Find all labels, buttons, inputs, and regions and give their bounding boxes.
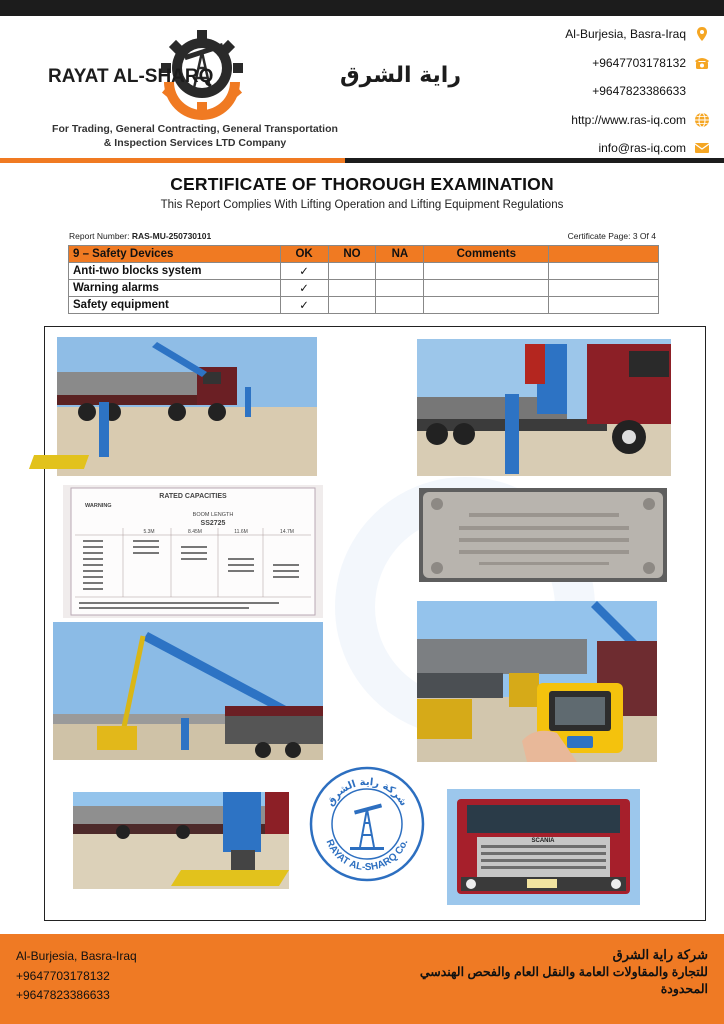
contact-address-text: Al-Burjesia, Basra-Iraq [565,27,686,42]
stamp-derrick-icon [350,803,384,850]
company-logo [44,22,462,118]
row-na [376,280,424,297]
safety-devices-table [68,245,659,314]
load-chart-col-2: 8.45M [188,529,202,535]
contact-phone-2 [480,77,710,106]
table-header-ok: OK [280,246,328,263]
contact-website-text[interactable]: http://www.ras-iq.com [571,112,686,127]
contact-phone-2-text: +9647823386633 [592,84,686,99]
header-divider-dark [345,158,724,163]
table-row [69,280,659,297]
photo-truck-front [447,789,640,905]
table-header-comments: Comments [424,246,549,263]
load-chart-title: RATED CAPACITIES [159,493,227,500]
photo-crane-truck-cab [417,339,671,476]
footer-phone-1: +9647703178132 [16,968,110,983]
photo-load-chart [63,485,323,618]
tagline-line-2: & Inspection Services LTD Company [103,137,287,149]
row-no [328,280,376,297]
company-stamp [308,765,426,883]
footer-company-desc-ar: للتجارة والمقاولات العامة والنقل العام والفحص الهندسي [419,964,708,979]
certificate-subtitle: This Report Complies With Lifting Operation and Lifting Equipment Regulations [160,199,564,211]
report-number-value: RAS-MU-250730101 [131,231,212,241]
row-ok-check: ✓ [280,280,328,297]
row-extra [549,263,659,280]
globe-icon [694,112,710,128]
certificate-title: CERTIFICATE OF THOROUGH EXAMINATION [170,174,554,194]
contact-phone-1-text: +9647703178132 [592,55,686,70]
header-contacts [480,20,710,163]
table-header-section: 9 – Safety Devices [69,246,281,263]
table-header-row [69,246,659,263]
row-extra [549,297,659,314]
load-chart-warning: WARNING [85,503,112,509]
row-extra [549,280,659,297]
header-divider-orange [0,158,345,163]
report-number [69,231,211,241]
phone-icon [694,55,710,71]
table-row [69,263,659,280]
top-bar [0,0,724,16]
report-number-label: Report Number: [69,231,132,241]
footer-company-ltd-ar: المحدودة [660,982,708,996]
photo-lmi-display [417,601,657,762]
table-header-na: NA [376,246,424,263]
footer-company-ar [420,946,708,999]
logo-text-ar: راية الشرق [340,63,462,88]
footer-address: Al-Burjesia, Basra-Iraq [16,949,137,963]
load-chart-col-1: 5.3M [143,529,155,535]
photo-crane-truck-side [57,337,317,476]
row-na [376,297,424,314]
stamp-text-ar: شركة راية الشرق [325,776,409,809]
footer [0,934,724,1024]
row-item: Warning alarms [69,280,281,297]
contact-phone-1 [480,49,710,78]
photo-data-plate [419,488,667,582]
row-ok-check: ✓ [280,297,328,314]
row-comments [424,297,549,314]
contact-address [480,20,710,49]
row-comments [424,263,549,280]
contact-website[interactable] [480,106,710,135]
load-chart-boom-label: BOOM LENGTH [192,512,234,518]
location-pin-icon [694,26,710,42]
inspection-photos-frame [44,326,706,921]
table-header-no: NO [328,246,376,263]
logo-text-en: RAYAT AL-SHARQ [48,66,214,87]
row-comments [424,280,549,297]
svg-text:RAYAT AL-SHARQ Co. [324,838,411,873]
row-item: Anti-two blocks system [69,263,281,280]
row-na [376,263,424,280]
load-chart-col-3: 11.6M [234,529,248,535]
table-row [69,297,659,314]
footer-company-name-ar: شركة راية الشرق [612,947,708,962]
certificate-page: Certificate Page: 3 Of 4 [567,231,656,241]
load-chart-col-4: 14.7M [280,529,294,535]
row-no [328,297,376,314]
table-header-extra [549,246,659,263]
photo-crane-boom-extended [53,622,323,760]
photo-outrigger-pad [73,792,289,889]
footer-phone-2: +9647823386633 [16,988,110,1002]
tagline-line-1: For Trading, General Contracting, General Transportation [52,123,338,135]
row-no [328,263,376,280]
truck-grille-text: SCANIA [531,838,555,844]
company-tagline [20,122,370,150]
load-chart-model: SS2725 [200,520,226,527]
stamp-text-en: RAYAT AL-SHARQ Co. [323,837,411,874]
contact-email-text[interactable]: info@ras-iq.com [598,141,686,156]
envelope-icon [694,140,710,156]
footer-contacts-en [16,947,137,1006]
row-ok-check: ✓ [280,263,328,280]
row-item: Safety equipment [69,297,281,314]
